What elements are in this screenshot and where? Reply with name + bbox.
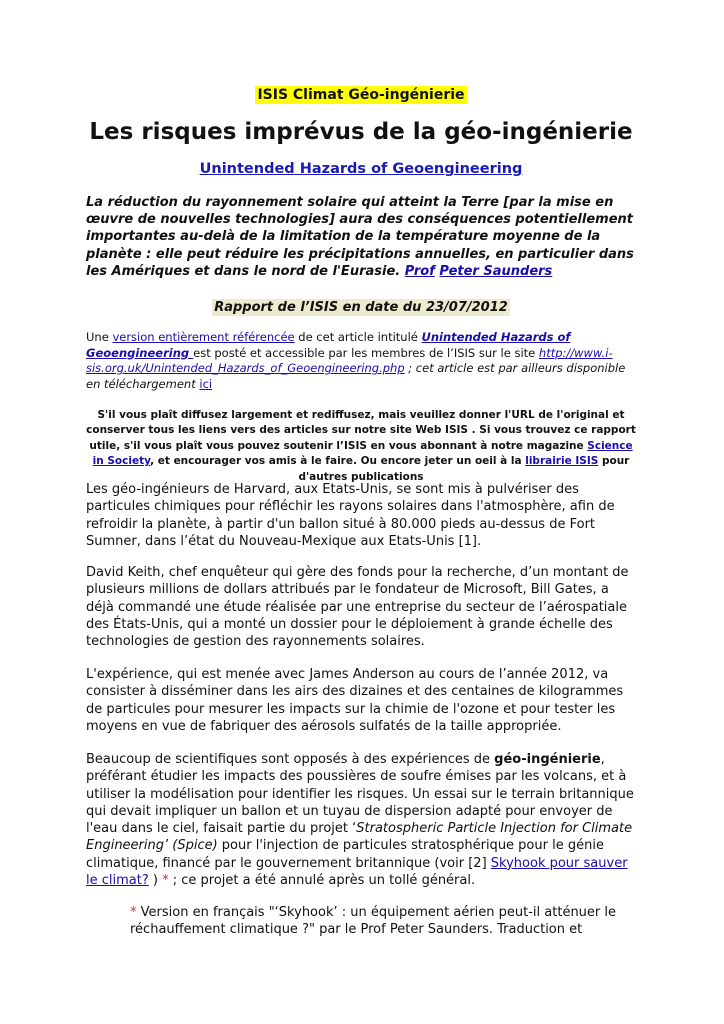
note-text: Une — [86, 330, 113, 344]
science-in-society-link[interactable]: Science in Society — [92, 439, 633, 468]
skyhook-link[interactable]: Skyhook pour sauver le climat? — [86, 855, 628, 889]
report-date-text: Rapport de l’ISIS en date du 23/07/2012 — [214, 300, 508, 315]
paragraph-text: ) — [148, 873, 163, 889]
isis-bookshop-link[interactable]: librairie ISIS — [525, 455, 599, 468]
english-title — [86, 161, 636, 177]
keyword-bold: géo-ingénierie — [494, 752, 601, 767]
lead-paragraph — [86, 194, 636, 280]
project-name: Stratospheric Particle Injection for Climate Engineering’ (Spice) — [86, 821, 633, 854]
lead-text: La réduction du rayonnement solaire qui atteint la Terre [par la mise en œuvre de nouvelles technologies] aura des conséquences potentiellement importantes au-delà de la limitation de la température moyenne de la planète : elle peut réduire les précipitations annuelles, en particulier dans les Amériques et dans le nord de l'Eurasie. — [86, 195, 634, 279]
full-version-link[interactable]: version entièrement référencée — [112, 330, 295, 344]
paragraph-text: Beaucoup de scientifiques sont opposés à des expériences de — [86, 752, 495, 767]
download-link[interactable]: ici — [199, 376, 213, 391]
body-paragraph-1: Les géo-ingénieurs de Harvard, aux Etats-Unis, se sont mis à pulvériser des particules chimiques pour réfléchir les rayons solaires dans l'atmosphère, afin de refroidir la planète, à partir d'un ballon situé à 80.000 pieds au-dessus de Fort Sumner, dans l’état du Nouveau-Mexique aux Etats-Unis [1]. — [86, 482, 615, 549]
note-text: de cet article intitulé — [294, 330, 422, 344]
note-text: est posté et accessible par les membres de l’ISIS sur le site — [193, 345, 539, 360]
footnote — [130, 904, 636, 939]
share-text: S'il vous plaît diffusez largement et rediffusez, mais veuillez donner l'URL de l'original et conserver tous les liens vers des articles sur notre site Web ISIS . Si vous trouvez ce rapport utile, s'il vous plaît vous pouvez soutenir l’ISIS en vous abonnant à notre magazine — [86, 409, 636, 452]
reference-note — [86, 330, 636, 392]
share-text: pour d'autres publications — [298, 455, 630, 483]
english-title-link[interactable]: Unintended Hazards of Geoengineering — [199, 161, 523, 177]
category-kicker-text: ISIS Climat Géo-ingénierie — [257, 87, 465, 103]
category-kicker — [86, 84, 636, 103]
article-title: Les risques imprévus de la géo-ingénierie — [89, 119, 633, 145]
footnote-text: Version en français "‘Skyhook’ : un équipement aérien peut-il atténuer le réchauffement climatique ?" par le Prof Peter Saunders. Traduction et — [130, 905, 617, 938]
paragraph-text: , préférant étudier les impacts des poussières de soufre émises par les volcans, et à utiliser la modélisation pour identifier les risques. Un essai sur le terrain britannique qui devait impliquer un ballon et un tuyau de dispersion adapté pour envoyer de l'eau dans le ciel, faisait partie du projet ‘ — [86, 752, 634, 837]
body-paragraph-3: L'expérience, qui est menée avec James Anderson au cours de l’année 2012, va consister à disséminer dans les airs des dizaines et des centaines de kilogrammes de particules pour mesurer les impacts sur la chimie de l'ozone et pour tester les moyens en vue de fabriquer des aérosols sulfatés de la taille appropriée. — [86, 667, 624, 734]
isis-url-link[interactable]: http://www.i-sis.org.uk/Unintended_Hazards_of_Geoengineering.php — [86, 345, 613, 376]
body-paragraph-4 — [86, 751, 636, 889]
report-date — [86, 296, 636, 315]
note-text: ; cet article est par ailleurs disponible en téléchargement — [86, 361, 626, 391]
english-article-link[interactable]: Unintended Hazards of Geoengineering — [86, 330, 571, 360]
paragraph-text: ; ce projet a été annulé après un tollé général. — [168, 873, 476, 889]
body-paragraph-2: David Keith, chef enquêteur qui gère des fonds pour la recherche, d’un montant de plusieurs millions de dollars attribués par le fondateur de Microsoft, Bill Gates, a déjà commandé une étude réalisée par une entreprise du secteur de l’aérospatiale des États-Unis, qui a monté un dossier pour le déploiement à grande échelle des technologies de gestion des rayonnements solaires. — [86, 565, 629, 650]
share-text: , et encourager vos amis à le faire. Ou encore jeter un oeil à la — [150, 455, 526, 468]
paragraph-text: pour l'injection de particules stratosphérique pour le génie climatique, financé par le gouvernement britannique (voir [2] — [86, 838, 604, 871]
share-notice — [86, 408, 636, 485]
author-title-link[interactable]: Prof — [404, 263, 435, 279]
author-name-link[interactable]: Peter Saunders — [439, 263, 553, 279]
footnote-asterisk: * — [130, 905, 137, 920]
asterisk-marker: * — [162, 873, 169, 889]
